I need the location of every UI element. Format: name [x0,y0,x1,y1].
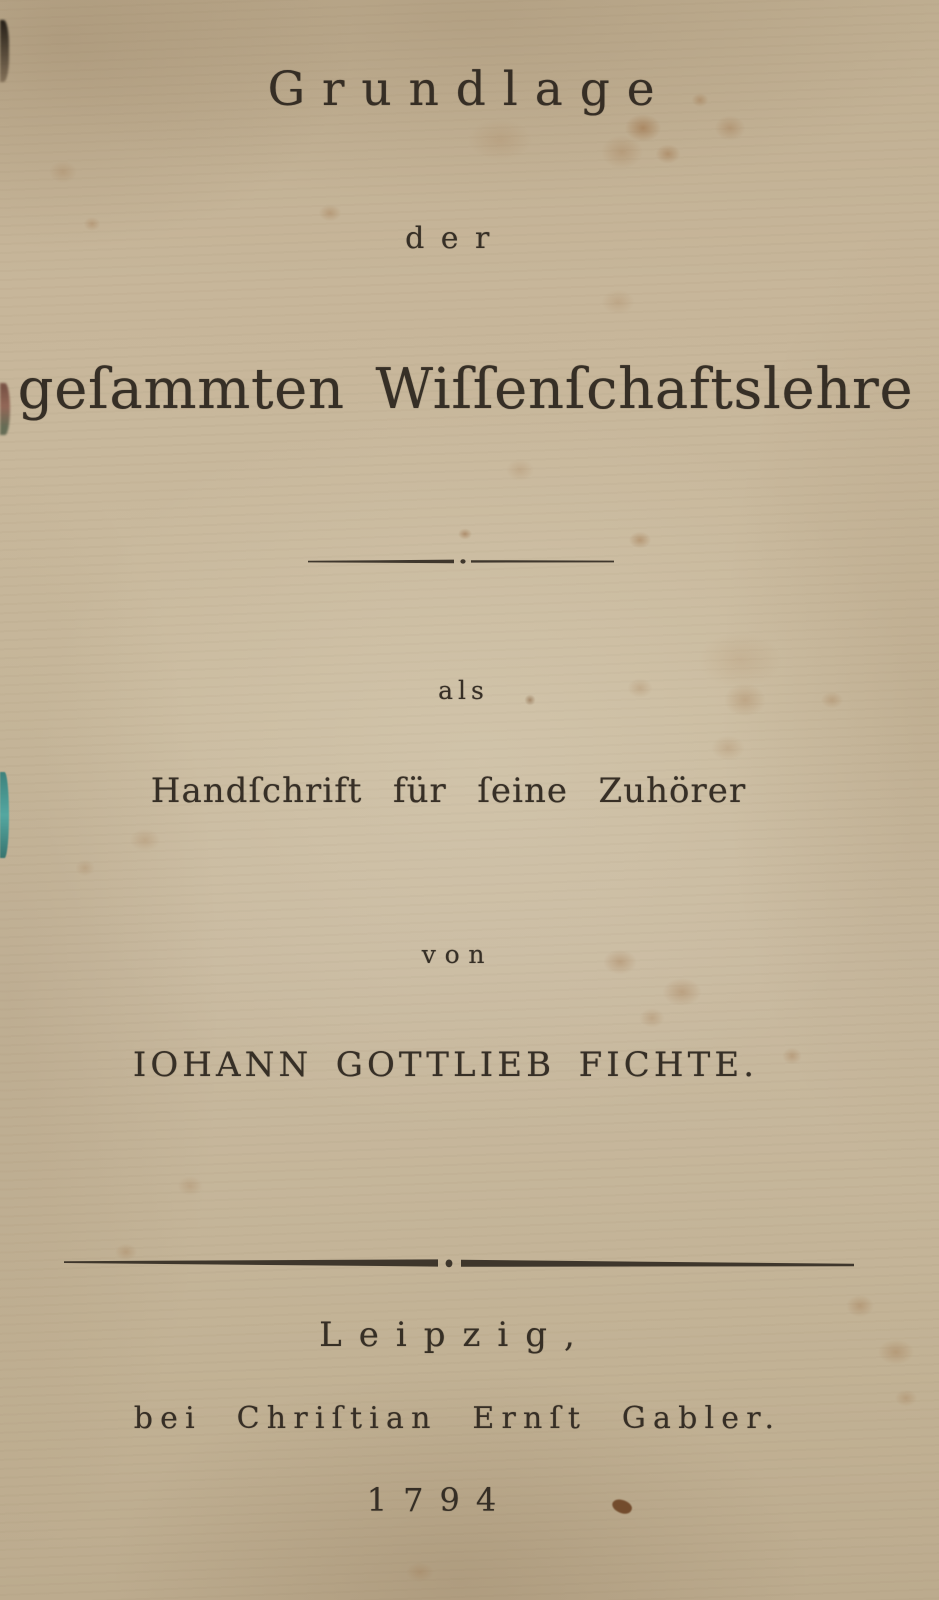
imprint-place: Leipzig, [319,1315,592,1355]
subtitle-connector: als [438,676,489,705]
title-article: der [405,221,506,256]
imprint-year: 1794 [366,1481,513,1519]
imprint-publisher: bei Chriſtian Ernſt Gabler. [133,1401,782,1436]
ornamental-rule-top [308,556,614,566]
author-name: IOHANN GOTTLIEB FICHTE. [132,1045,759,1085]
main-title: geſammten Wiſſenſchaftslehre [17,357,914,422]
series-title: Grundlage [267,62,672,117]
subtitle: Handſchrift für ſeine Zuhörer [150,771,747,811]
ornamental-rule-bottom [64,1256,854,1272]
byline-connector: von [421,940,494,969]
